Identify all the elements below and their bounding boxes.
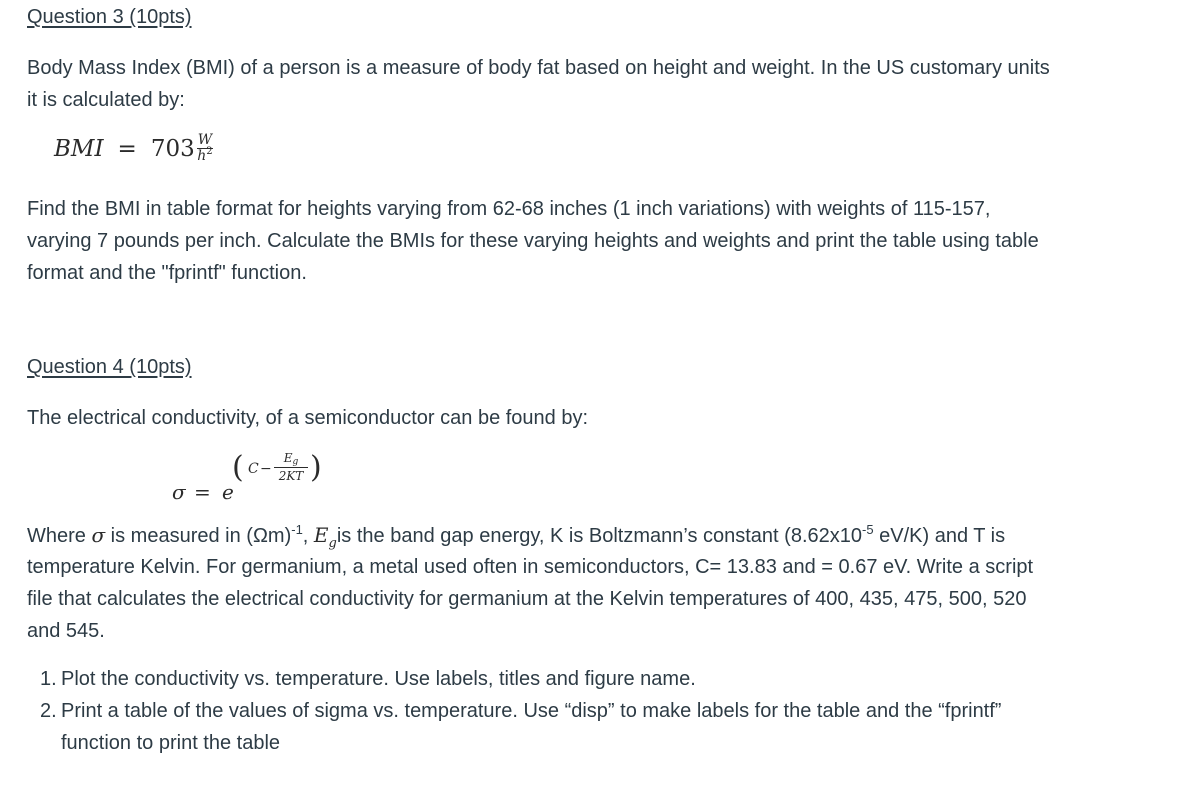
bmi-equals: = — [117, 135, 137, 162]
sigma-lhs: σ — [172, 480, 186, 504]
list-item-text-block — [61, 695, 1001, 759]
list-item-text: Plot the conductivity vs. temperature. Use labels, titles and figure name. — [61, 668, 696, 690]
q4-line-4: and 545. — [27, 620, 105, 642]
q4-line-2: temperature Kelvin. For germanium, a metal used often in semiconductors, C= 13.83 and = 0.67 eV. Write a script — [27, 556, 1034, 578]
list-item-text-continued: function to print the table — [61, 732, 281, 754]
where-sigma: σ — [91, 523, 106, 547]
list-item — [40, 663, 1001, 695]
bmi-fraction — [197, 133, 213, 164]
where-mid3: is the band gap energy, K is Boltzmann’s constant (8.62x10 — [336, 525, 862, 547]
exp-c: C — [248, 461, 259, 477]
bmi-den-exp: 2 — [206, 146, 213, 157]
list-item-number: 2. — [40, 700, 57, 722]
where-pre: Where — [27, 525, 92, 547]
exp-denominator: 2KT — [278, 469, 304, 483]
bmi-denominator — [197, 146, 213, 164]
list-item-text: Print a table of the values of sigma vs. temperature. Use “disp” to make labels for the table and the “fprintf” — [61, 700, 1002, 722]
bmi-numerator: W — [197, 132, 213, 148]
where-mid1: is measured in (Ωm) — [105, 525, 292, 547]
bmi-lhs: BMI — [54, 135, 104, 162]
exp-base-e: e — [222, 480, 234, 504]
exp-left-paren: ( — [232, 450, 244, 485]
where-mid2: , — [302, 525, 314, 547]
where-eg — [313, 523, 337, 551]
exp-right-paren: ) — [310, 450, 322, 485]
exp-fraction — [274, 452, 308, 483]
where-eg-sub: g — [328, 536, 337, 551]
question-4-title: Question 4 (10pts) — [27, 356, 192, 378]
where-end: eV/K) and T is — [873, 525, 1006, 547]
list-item — [40, 695, 1001, 759]
q3-intro-line-1: Body Mass Index (BMI) of a person is a measure of body fat based on height and weight. In the US customary units — [27, 57, 1050, 79]
q3-intro-line-2: it is calculated by: — [27, 89, 185, 111]
q4-task-list — [40, 663, 1001, 759]
question-3-title: Question 3 (10pts) — [27, 6, 192, 28]
q4-line-3: file that calculates the electrical conductivity for germanium at the Kelvin temperatures of 400, 435, 475, 500, 520 — [27, 588, 1027, 610]
exp-num-e: E — [283, 451, 293, 465]
q3-task-line-2: varying 7 pounds per inch. Calculate the BMIs for these varying heights and weights and print the table using table — [27, 230, 1039, 252]
bmi-coefficient: 703 — [150, 135, 195, 162]
q4-intro: The electrical conductivity, of a semiconductor can be found by: — [27, 407, 589, 429]
q3-task-line-3: format and the "fprintf" function. — [27, 262, 307, 284]
where-eg-letter: E — [313, 523, 329, 547]
where-exp2: -5 — [862, 522, 874, 537]
exp-minus: − — [260, 461, 272, 477]
list-item-number: 1. — [40, 668, 57, 690]
conductivity-formula — [172, 448, 342, 504]
formula-equals: = — [194, 480, 211, 504]
q4-where-line — [27, 519, 1005, 552]
bmi-den-base: h — [197, 148, 207, 164]
where-exp1: -1 — [291, 522, 303, 537]
q3-task-line-1: Find the BMI in table format for heights varying from 62-68 inches (1 inch variations) with weights of 115-157, — [27, 198, 991, 220]
exp-numerator — [284, 452, 299, 465]
exp-num-sub: g — [292, 457, 299, 467]
bmi-formula — [54, 133, 213, 164]
